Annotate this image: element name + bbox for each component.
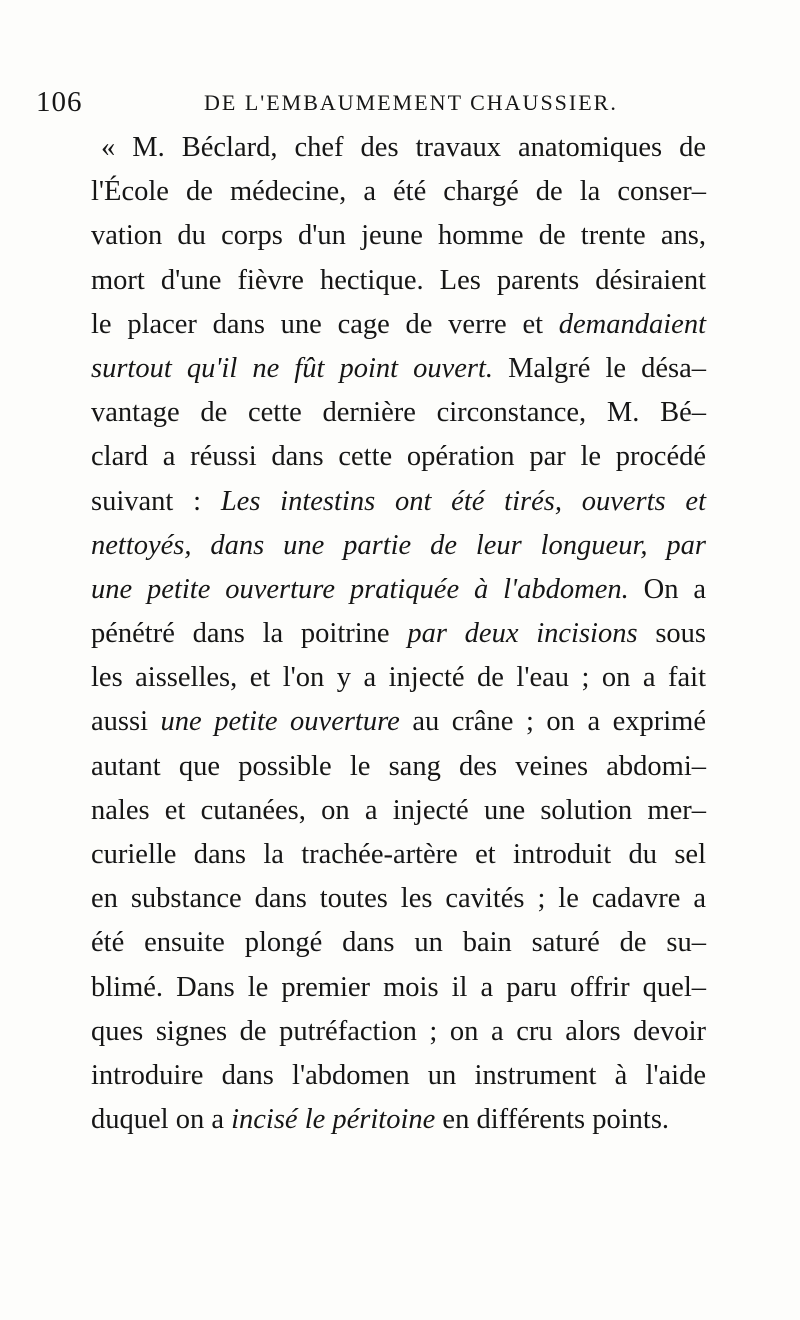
text-line xyxy=(91,214,706,258)
italic-text: une petite ouverture xyxy=(160,706,400,738)
text-line xyxy=(91,170,706,214)
text-line xyxy=(91,435,706,479)
text-run: suivant : xyxy=(91,485,221,517)
text-line xyxy=(91,966,706,1010)
text-run: introduire dans l'abdomen un instrument à l'aide xyxy=(91,1059,706,1091)
running-head xyxy=(36,86,776,120)
text-run: sous xyxy=(637,618,706,650)
text-run: en différents points. xyxy=(435,1104,670,1136)
text-line xyxy=(91,568,706,612)
page-number: 106 xyxy=(36,86,83,118)
text-line xyxy=(91,612,706,656)
text-run: autant que possible le sang des veines abdomi– xyxy=(91,750,706,782)
text-run: aussi xyxy=(91,706,161,738)
running-title: DE L'EMBAUMEMENT CHAUSSIER. xyxy=(204,90,618,115)
text-line xyxy=(91,656,706,700)
text-line xyxy=(91,524,706,568)
text-line xyxy=(91,833,706,877)
text-line xyxy=(91,877,706,921)
italic-text: par deux incisions xyxy=(407,618,638,650)
italic-text: nettoyés, dans une partie de leur longueur, par xyxy=(91,529,706,561)
text-run: clard a réussi dans cette opération par le procédé xyxy=(91,441,706,473)
text-run: l'École de médecine, a été chargé de la conser– xyxy=(91,176,706,208)
text-run: blimé. Dans le premier mois il a paru offrir quel– xyxy=(91,971,706,1003)
text-line xyxy=(91,789,706,833)
text-run: en substance dans toutes les cavités ; le cadavre a xyxy=(91,883,706,915)
text-line xyxy=(91,700,706,744)
text-line xyxy=(91,126,706,170)
text-run: ques signes de putréfaction ; on a cru alors devoir xyxy=(91,1015,706,1047)
text-line xyxy=(91,259,706,303)
text-run: On a xyxy=(628,573,706,605)
text-run: curielle dans la trachée-artère et introduit du sel xyxy=(91,839,706,870)
text-run: nales et cutanées, on a injecté une solution mer– xyxy=(91,794,706,826)
text-run: été ensuite plongé dans un bain saturé de su– xyxy=(91,927,706,959)
italic-text: surtout qu'il ne fût point ouvert. xyxy=(91,352,494,384)
text-line xyxy=(91,1098,706,1142)
text-run: les aisselles, et l'on y a injecté de l'eau ; on a fait xyxy=(91,662,706,694)
text-line xyxy=(91,347,706,391)
text-line xyxy=(91,921,706,965)
text-run: Malgré le désa– xyxy=(493,352,706,384)
italic-text: demandaient xyxy=(558,308,706,340)
text-run: duquel on a xyxy=(91,1104,232,1136)
text-line xyxy=(91,1010,706,1054)
italic-text: incisé le péritoine xyxy=(231,1104,436,1136)
text-line xyxy=(91,1054,706,1098)
text-line xyxy=(91,391,706,435)
text-line xyxy=(91,745,706,789)
text-run: pénétré dans la poitrine xyxy=(91,618,408,650)
italic-text: Les intestins ont été tirés, ouverts et xyxy=(220,485,706,517)
text-run: au crâne ; on a exprimé xyxy=(399,706,706,738)
text-run: mort d'une fièvre hectique. Les parents désiraient xyxy=(91,264,706,296)
text-line xyxy=(91,303,706,347)
body-paragraph xyxy=(91,126,706,1142)
text-run: vation du corps d'un jeune homme de trente ans, xyxy=(91,220,706,252)
text-run: le placer dans une cage de verre et xyxy=(91,308,559,340)
text-run: vantage de cette dernière circonstance, M. Bé– xyxy=(91,397,706,429)
text-line xyxy=(91,480,706,524)
italic-text: une petite ouverture pratiquée à l'abdomen. xyxy=(91,573,629,605)
text-run: « M. Béclard, chef des travaux anatomiques de xyxy=(101,132,706,163)
